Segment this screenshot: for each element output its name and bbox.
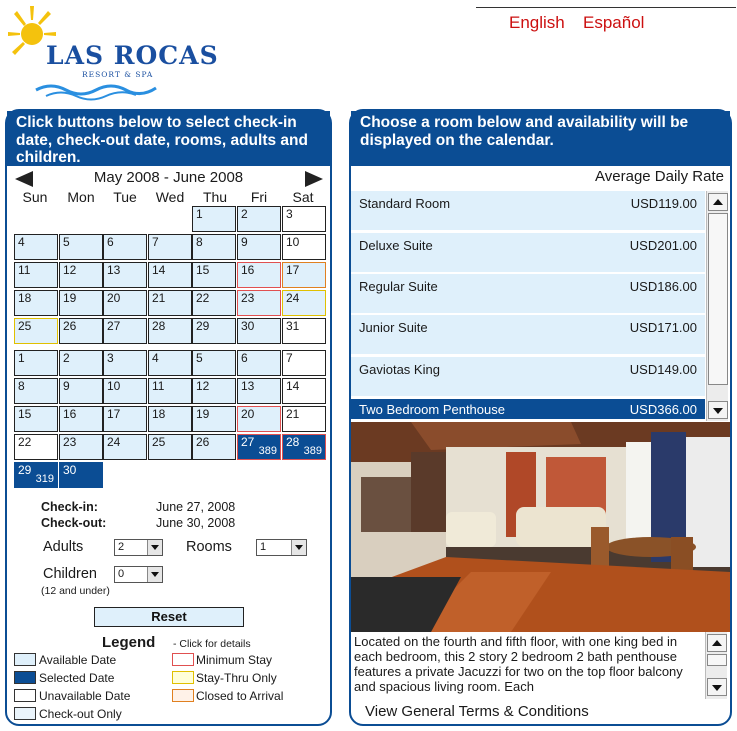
- day-jun-3[interactable]: 3: [103, 350, 147, 376]
- dow-mon: Mon: [67, 189, 95, 205]
- brand-name: LAS ROCAS: [46, 41, 219, 70]
- average-daily-rate-header: Average Daily Rate: [595, 168, 724, 185]
- legend-stay-thru[interactable]: Stay-Thru Only: [196, 671, 277, 685]
- day-jun-27[interactable]: [237, 434, 281, 460]
- brand-tagline: RESORT & SPA: [82, 70, 154, 79]
- terms-link[interactable]: View General Terms & Conditions: [365, 703, 589, 720]
- rooms-select[interactable]: [256, 539, 307, 556]
- english-link[interactable]: English: [509, 13, 565, 32]
- booking-panel: [5, 109, 332, 726]
- day-number: 30: [63, 463, 77, 477]
- day-may-8[interactable]: 8: [192, 234, 236, 260]
- room-name: Junior Suite: [359, 320, 428, 335]
- day-may-18[interactable]: 18: [14, 290, 58, 316]
- scroll-thumb[interactable]: [708, 213, 728, 385]
- day-jun-24[interactable]: 24: [103, 434, 147, 460]
- legend-selected: Selected Date: [39, 671, 115, 685]
- day-may-15[interactable]: 15: [192, 262, 236, 288]
- day-may-7[interactable]: 7: [148, 234, 192, 260]
- room-description: Located on the fourth and fifth floor, with one king bed in each bedroom, this 2 story 2 bedroom 2 bath penthouse features a private Jacuzzi for two on the top floor balcony and spacious living room. Each: [354, 634, 683, 694]
- scroll-down-icon[interactable]: [708, 401, 728, 419]
- day-jun-26[interactable]: 26: [192, 434, 236, 460]
- room-name: Regular Suite: [359, 279, 438, 294]
- day-jun-11[interactable]: 11: [148, 378, 192, 404]
- room-name: Gaviotas King: [359, 362, 440, 377]
- room-photo: [351, 422, 730, 632]
- day-may-25[interactable]: 25: [14, 318, 58, 344]
- dow-tue: Tue: [113, 189, 137, 205]
- day-may-4[interactable]: 4: [14, 234, 58, 260]
- chevron-down-icon: [291, 540, 306, 555]
- room-price: USD186.00: [629, 279, 697, 294]
- day-jun-1[interactable]: 1: [14, 350, 58, 376]
- room-instructions: Choose a room below and availability will be displayed on the calendar.: [351, 111, 730, 166]
- dow-wed: Wed: [155, 189, 185, 205]
- day-may-14[interactable]: 14: [148, 262, 192, 288]
- adults-select[interactable]: [114, 539, 163, 556]
- day-number: 28: [286, 435, 300, 449]
- day-may-11[interactable]: 11: [14, 262, 58, 288]
- room-item-junior[interactable]: [351, 315, 705, 356]
- day-jun-6[interactable]: 6: [237, 350, 281, 376]
- legend-swatch-stay-thru: [172, 671, 194, 684]
- room-item-gaviotas[interactable]: [351, 357, 705, 398]
- day-jun-13[interactable]: 13: [237, 378, 281, 404]
- room-list: [351, 191, 730, 422]
- day-jun-16[interactable]: 16: [59, 406, 103, 432]
- day-may-29[interactable]: 29: [192, 318, 236, 344]
- room-item-deluxe[interactable]: [351, 233, 705, 274]
- scroll-up-icon[interactable]: [707, 634, 727, 652]
- booking-instructions: Click buttons below to select check-in date, check-out date, rooms, adults and children.: [7, 111, 330, 166]
- scroll-thumb[interactable]: [707, 654, 727, 666]
- day-may-9[interactable]: 9: [237, 234, 281, 260]
- legend-closed-arrival[interactable]: Closed to Arrival: [196, 689, 284, 703]
- room-price: USD171.00: [629, 320, 697, 335]
- day-rate: 319: [35, 473, 54, 485]
- day-jun-28[interactable]: [282, 434, 326, 460]
- room-item-penthouse[interactable]: [351, 399, 705, 421]
- day-jun-17[interactable]: 17: [103, 406, 147, 432]
- children-note: (12 and under): [41, 585, 110, 597]
- day-jun-8[interactable]: 8: [14, 378, 58, 404]
- checkout-value: June 30, 2008: [156, 516, 236, 530]
- day-may-20[interactable]: 20: [103, 290, 147, 316]
- day-jun-4[interactable]: 4: [148, 350, 192, 376]
- header-rule: [476, 7, 736, 8]
- legend-available: Available Date: [39, 653, 117, 667]
- day-may-27[interactable]: 27: [103, 318, 147, 344]
- day-jun-21[interactable]: 21: [282, 406, 326, 432]
- day-may-2[interactable]: 2: [237, 206, 281, 232]
- rooms-value: 1: [260, 541, 267, 553]
- children-value: 0: [118, 568, 125, 580]
- day-number: 27: [241, 435, 255, 449]
- legend-swatch-available: [14, 653, 36, 666]
- day-jun-19[interactable]: 19: [192, 406, 236, 432]
- day-may-24[interactable]: 24: [282, 290, 326, 316]
- day-rate: 389: [258, 445, 277, 457]
- reset-button[interactable]: Reset: [94, 607, 244, 627]
- legend-swatch-closed-arrival: [172, 689, 194, 702]
- room-price: USD201.00: [629, 238, 697, 253]
- day-may-10[interactable]: 10: [282, 234, 326, 260]
- next-month-arrow-icon[interactable]: [305, 171, 323, 187]
- day-jun-18[interactable]: 18: [148, 406, 192, 432]
- day-may-3[interactable]: 3: [282, 206, 326, 232]
- chevron-down-icon: [147, 540, 162, 555]
- checkin-value: June 27, 2008: [156, 500, 236, 514]
- day-jun-10[interactable]: 10: [103, 378, 147, 404]
- room-item-regular[interactable]: [351, 274, 705, 315]
- day-jun-14[interactable]: 14: [282, 378, 326, 404]
- dow-fri: Fri: [250, 189, 268, 205]
- legend-swatch-unavailable: [14, 689, 36, 702]
- scroll-up-icon[interactable]: [708, 193, 728, 211]
- legend-minimum-stay[interactable]: Minimum Stay: [196, 653, 273, 667]
- day-may-26[interactable]: 26: [59, 318, 103, 344]
- day-may-6[interactable]: 6: [103, 234, 147, 260]
- day-may-21[interactable]: 21: [148, 290, 192, 316]
- day-jun-15[interactable]: 15: [14, 406, 58, 432]
- rooms-label: Rooms: [186, 539, 232, 555]
- legend-unavailable: Unavailable Date: [39, 689, 131, 703]
- day-jun-22[interactable]: 22: [14, 434, 58, 460]
- day-of-week-header: [7, 189, 330, 207]
- checkout-label: Check-out:: [41, 516, 107, 530]
- day-may-30[interactable]: 30: [237, 318, 281, 344]
- dow-sun: Sun: [22, 189, 48, 205]
- children-label: Children: [43, 566, 97, 582]
- room-panel: [349, 109, 732, 726]
- legend-note: - Click for details: [173, 638, 251, 650]
- legend-swatch-minimum-stay: [172, 653, 194, 666]
- scroll-down-icon[interactable]: [707, 678, 727, 696]
- legend-swatch-selected: [14, 671, 36, 684]
- day-may-13[interactable]: 13: [103, 262, 147, 288]
- room-name: Deluxe Suite: [359, 238, 433, 253]
- calendar-nav: [7, 168, 330, 190]
- dow-thu: Thu: [202, 189, 228, 205]
- day-may-1[interactable]: 1: [192, 206, 236, 232]
- day-jun-12[interactable]: 12: [192, 378, 236, 404]
- day-may-28[interactable]: 28: [148, 318, 192, 344]
- day-may-19[interactable]: 19: [59, 290, 103, 316]
- las-rocas-logo: [6, 4, 219, 100]
- day-may-17[interactable]: 17: [282, 262, 326, 288]
- day-number: 29: [18, 463, 32, 477]
- day-jun-25[interactable]: 25: [148, 434, 192, 460]
- day-may-22[interactable]: 22: [192, 290, 236, 316]
- day-jun-30[interactable]: [59, 462, 103, 488]
- calendar-title: May 2008 - June 2008: [93, 169, 244, 186]
- day-may-31[interactable]: 31: [282, 318, 326, 344]
- legend-title: Legend: [102, 634, 156, 651]
- day-jun-20[interactable]: 20: [237, 406, 281, 432]
- room-item-standard[interactable]: [351, 191, 705, 232]
- day-jun-9[interactable]: 9: [59, 378, 103, 404]
- room-price: USD366.00: [629, 402, 697, 417]
- day-may-16[interactable]: 16: [237, 262, 281, 288]
- day-jun-2[interactable]: 2: [59, 350, 103, 376]
- children-select[interactable]: [114, 566, 163, 583]
- day-jun-23[interactable]: 23: [59, 434, 103, 460]
- day-may-12[interactable]: 12: [59, 262, 103, 288]
- dow-sat: Sat: [292, 189, 314, 205]
- day-rate: 389: [303, 445, 322, 457]
- room-list-scrollbar[interactable]: [706, 191, 728, 421]
- room-price: USD119.00: [630, 196, 697, 211]
- day-jun-29[interactable]: [14, 462, 58, 488]
- room-name: Two Bedroom Penthouse: [359, 402, 505, 417]
- checkin-label: Check-in:: [41, 500, 98, 514]
- chevron-down-icon: [147, 567, 162, 582]
- adults-value: 2: [118, 541, 125, 553]
- adults-label: Adults: [43, 539, 84, 555]
- room-price: USD149.00: [629, 362, 697, 377]
- spanish-link[interactable]: Español: [583, 13, 645, 32]
- day-jun-5[interactable]: 5: [192, 350, 236, 376]
- legend-swatch-checkout-only: [14, 707, 36, 720]
- room-name: Standard Room: [359, 196, 451, 211]
- description-scrollbar[interactable]: [705, 632, 727, 699]
- legend-checkout-only: Check-out Only: [39, 707, 122, 721]
- day-may-5[interactable]: 5: [59, 234, 103, 260]
- day-jun-7[interactable]: 7: [282, 350, 326, 376]
- day-may-23[interactable]: 23: [237, 290, 281, 316]
